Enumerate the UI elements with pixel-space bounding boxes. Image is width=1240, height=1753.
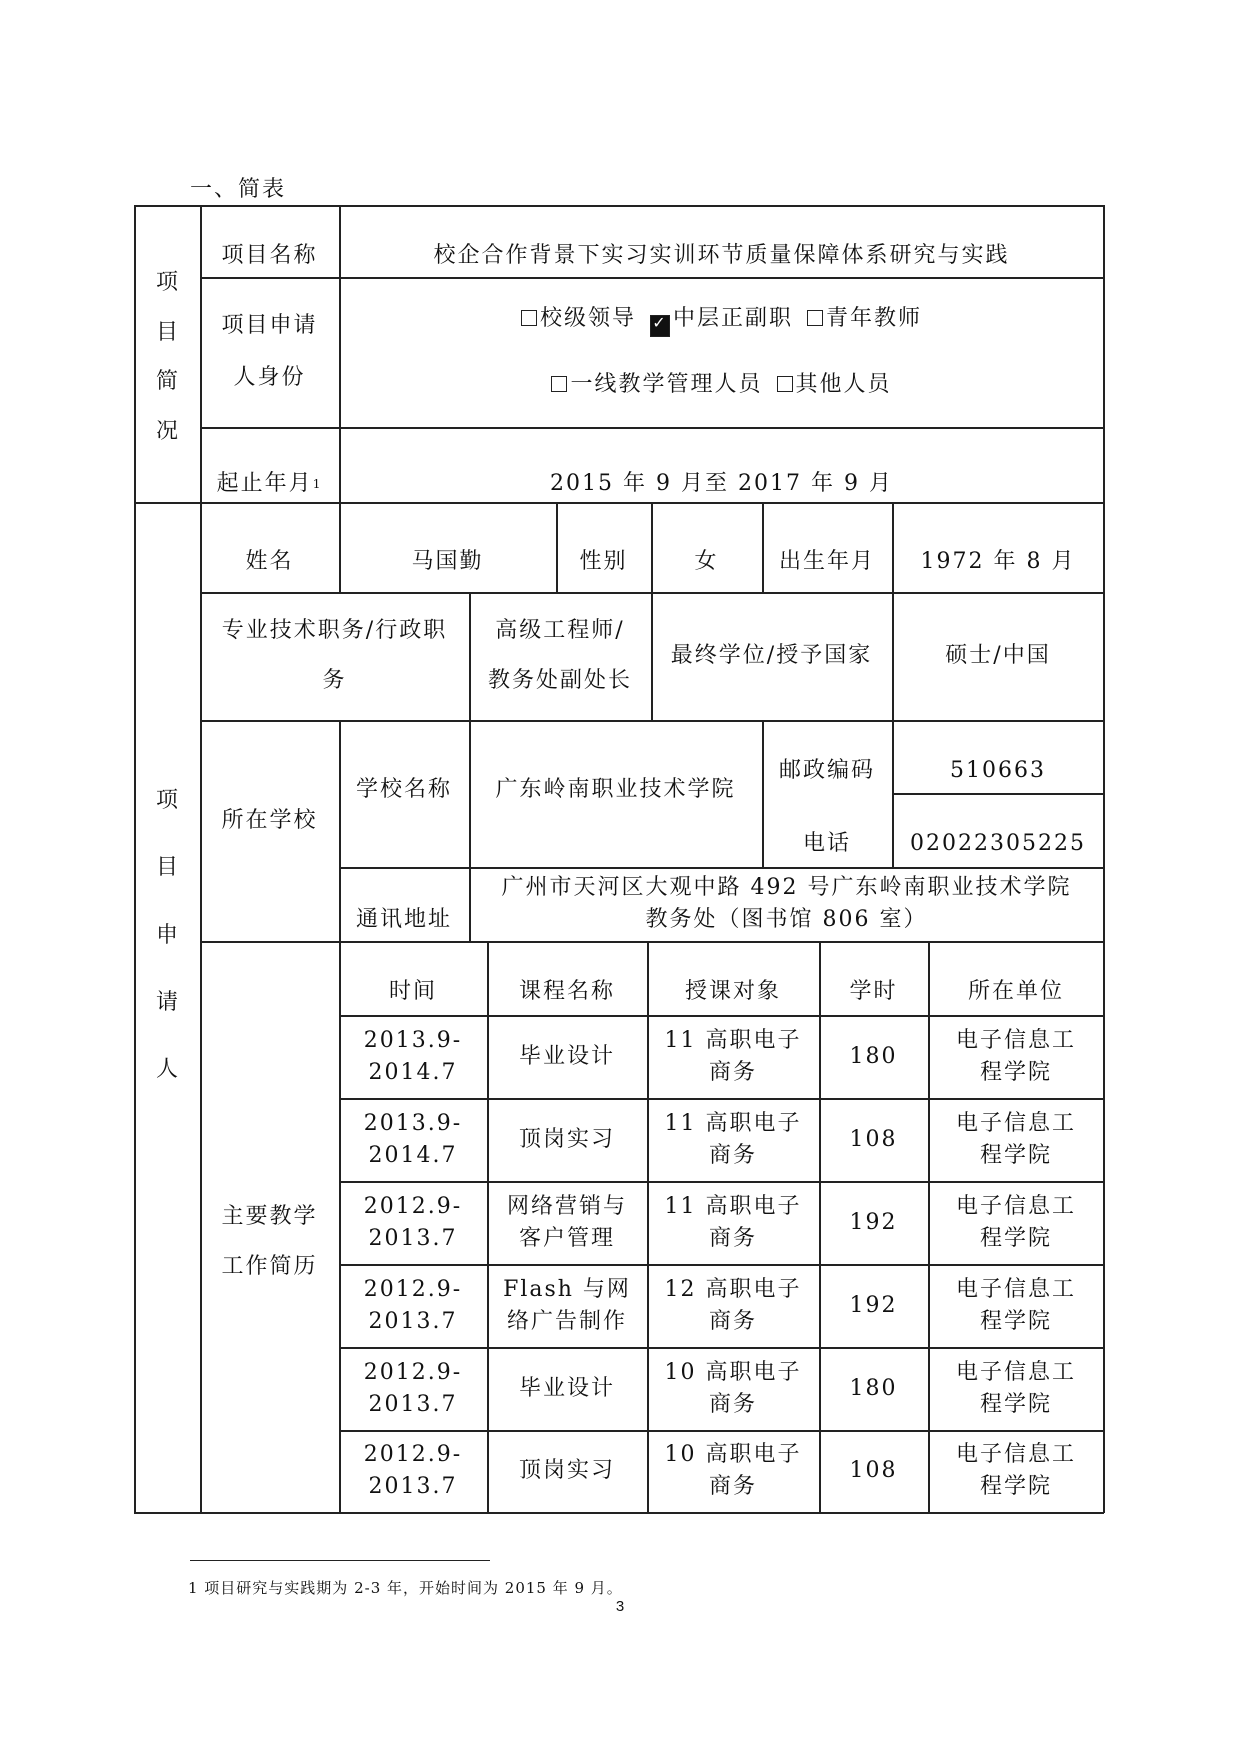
phone-value: 02022305225 [910,831,1086,856]
title-value: 高级工程师/ 教务处副处长 [487,618,632,693]
school-group-label: 所在学校 [221,807,318,833]
option-middle-manager[interactable]: ✓ 中层正副职 [650,303,793,337]
phone-label: 电话 [802,831,851,856]
birth-value: 1972 年 8 月 [920,549,1076,574]
address-label: 通讯地址 [355,907,452,932]
applicant-group-label: 项 目 申 请 人 [155,788,178,1082]
gender-value: 女 [694,549,719,574]
project-name-label: 项目名称 [221,243,318,268]
footnote-divider [190,1560,490,1561]
address-value: 广州市天河区大观中路 492 号广东岭南职业技术学院 教务处（图书馆 806 室） [501,875,1072,932]
degree-value: 硕士/中国 [945,643,1051,668]
postcode-label: 邮政编码 [778,757,875,783]
option-other[interactable]: 其他人员 [777,369,892,401]
period-value: 2015 年 9 月至 2017 年 9 月 [550,470,893,496]
applicant-name-label: 姓名 [245,549,294,574]
identity-options [339,277,1104,427]
title-label: 专业技术职务/行政职 务 [221,618,448,693]
checkmark-icon: ✓ [650,315,670,337]
identity-label: 项目申请 人身份 [221,313,318,390]
checkbox-icon [521,310,537,326]
school-name-value: 广东岭南职业技术学院 [495,776,736,802]
application-form-table: 项 目 简 况 项目名称 校企合作背景下实习实训环节质量保障体系研究与实践 项目申请 人身份 校级领导 ✓ 中层正副职 青年教师 一线教学管理人员 其他人员 起止年月 1 2015 年 9 月至 2017 年 9 月 项 目 申 请 人 姓名 马国勤 性别 女 出生年月 1972 年 8 月 专业技术职务/行政职 务 高级工程师/ 教务处副处长 最终学位/授予国家 硕士/中国 所在学校 学校名称 广东岭南职业技术学院 邮政编码 510663 电话 02022305225 通讯地址 广州市天河区大观中路 492 号广东岭南职业技术学院 教务处（图书馆 806 室） 主要教学 工作简历 时间 课程名称 授课对象 学时 所在单位 2013.9- 2014.7 毕业设计 11 高职电子 商务 180 电子信息工 程学院 2013.9- 2014.7 顶岗实习 11 高职电子 商务 108 电子信息工 程学院 2012.9- 2013.7 网络营销与 客户管理 11 高职电子 商务 192 电子信息工 程学院 2012.9- 2013.7 Flash 与网 络广告制作 12 高职电子 商务 192 电子信息工 程学院 2012.9- 2013.7 毕业设计 10 高职电子 商务 180 电子信息工 程学院 2012.9- 2013.7 顶岗实习 10 高职电子 商务 108 电子信息工 程学院 [134,205,1104,1513]
project-overview-group-label: 项 目 简 况 [155,270,178,444]
header-unit: 所在单位 [967,979,1064,1004]
footnote: 1 项目研究与实践期为 2-3 年，开始时间为 2015 年 9 月。 [188,1579,623,1597]
gender-label: 性别 [579,549,628,574]
option-frontline-admin[interactable]: 一线教学管理人员 [551,369,762,401]
period-label: 起止年月 1 [216,470,323,496]
project-name-value: 校企合作背景下实习实训环节质量保障体系研究与实践 [433,243,1010,268]
teaching-history-label: 主要教学 工作简历 [221,1204,318,1279]
option-young-teacher[interactable]: 青年教师 [807,303,922,337]
header-hours: 学时 [849,979,898,1004]
postcode-value: 510663 [950,757,1046,783]
header-target: 授课对象 [684,979,781,1004]
applicant-name-value: 马国勤 [411,549,484,574]
option-school-leader[interactable]: 校级领导 [521,303,636,337]
checkbox-icon [807,310,823,326]
birth-label: 出生年月 [778,549,875,574]
school-name-label: 学校名称 [355,776,452,802]
section-heading: 一、简表 [190,177,287,202]
page-number: 3 [615,1598,625,1615]
header-course: 课程名称 [518,979,615,1004]
header-time: 时间 [388,979,437,1004]
checkbox-icon [551,376,567,392]
checkbox-icon [777,376,793,392]
degree-label: 最终学位/授予国家 [670,643,873,668]
